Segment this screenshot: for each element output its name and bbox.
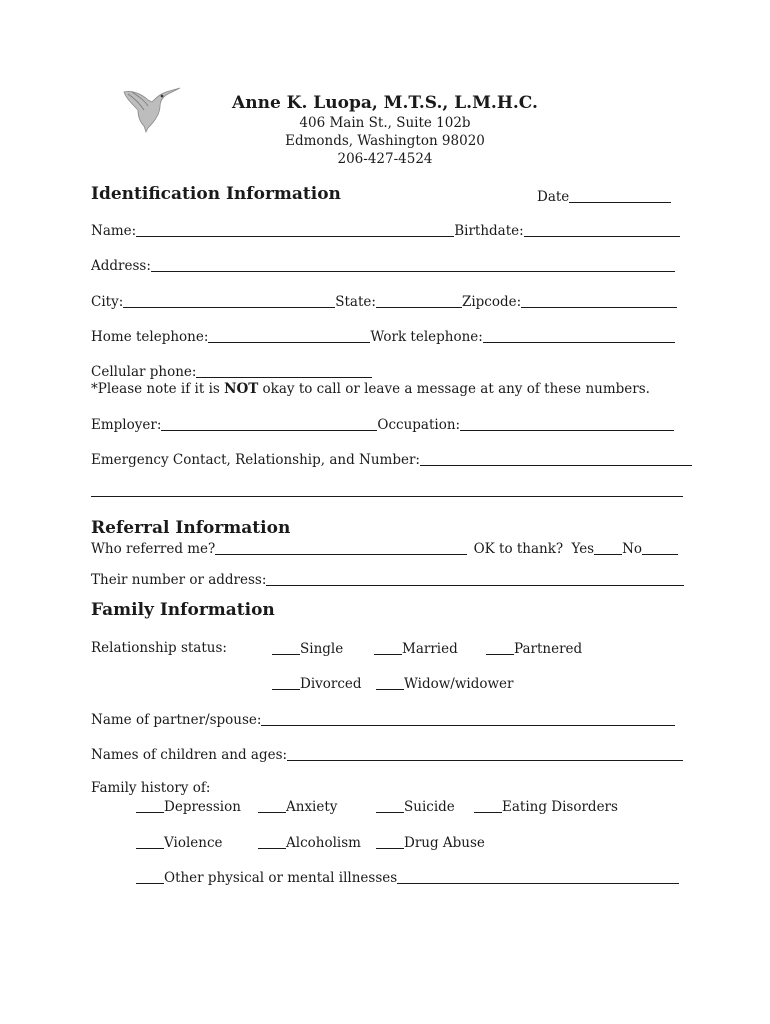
anxiety-line[interactable] (258, 798, 286, 813)
widow-label: Widow/widower (404, 676, 514, 692)
address-line-2: Edmonds, Washington 98020 (285, 133, 485, 149)
work-telephone-line[interactable] (483, 328, 675, 343)
work-telephone-label: Work telephone: (370, 329, 483, 345)
yes-label: Yes (571, 541, 595, 557)
who-referred-line[interactable] (215, 540, 467, 555)
children-label: Names of children and ages: (91, 747, 288, 763)
state-label: State: (335, 294, 376, 310)
telephone-row (91, 328, 675, 345)
message-note (91, 381, 650, 397)
city-line[interactable] (123, 293, 335, 308)
partnered-option[interactable] (486, 640, 582, 657)
married-option[interactable] (374, 640, 458, 657)
eating-disorders-line[interactable] (474, 798, 502, 813)
partner-name-label: Name of partner/spouse: (91, 712, 262, 728)
divorced-option[interactable] (272, 675, 362, 692)
partner-name-line[interactable] (261, 711, 675, 726)
divorced-label: Divorced (300, 676, 362, 692)
cell-phone-label: Cellular phone: (91, 364, 197, 380)
single-option[interactable] (272, 640, 343, 657)
phone-number: 206-427-4524 (337, 151, 433, 167)
partner-name-row (91, 711, 675, 728)
date-field[interactable] (537, 188, 671, 205)
children-row (91, 746, 683, 763)
zipcode-line[interactable] (521, 293, 677, 308)
relationship-status-label: Relationship status: (91, 640, 227, 656)
city-row (91, 293, 677, 310)
zipcode-label: Zipcode: (461, 294, 522, 310)
name-row (91, 222, 680, 239)
section-heading-identification: Identification Information (91, 184, 341, 204)
suicide-option[interactable] (376, 798, 455, 815)
their-row (91, 571, 684, 588)
address-line[interactable] (151, 257, 675, 272)
divorced-line[interactable] (272, 675, 300, 690)
married-label: Married (402, 641, 458, 657)
violence-option[interactable] (136, 834, 223, 851)
home-telephone-line[interactable] (208, 328, 370, 343)
emergency-contact-line-2[interactable] (91, 484, 683, 497)
address-row (91, 257, 675, 274)
married-line[interactable] (374, 640, 402, 655)
violence-line[interactable] (136, 834, 164, 849)
their-number-label: Their number or address: (91, 572, 267, 588)
home-telephone-label: Home telephone: (91, 329, 209, 345)
drug-abuse-line[interactable] (376, 834, 404, 849)
partnered-label: Partnered (514, 641, 583, 657)
birthdate-label: Birthdate: (454, 223, 524, 239)
ok-to-thank-label: OK to thank? (473, 541, 564, 557)
note-prefix: *Please note if it is (91, 381, 225, 397)
section-heading-referral: Referral Information (91, 518, 291, 538)
drug-abuse-option[interactable] (376, 834, 485, 851)
drug-abuse-label: Drug Abuse (404, 835, 485, 851)
state-line[interactable] (376, 293, 462, 308)
partnered-line[interactable] (486, 640, 514, 655)
suicide-label: Suicide (404, 799, 455, 815)
occupation-line[interactable] (460, 416, 674, 431)
alcoholism-label: Alcoholism (286, 835, 361, 851)
alcoholism-line[interactable] (258, 834, 286, 849)
note-suffix: okay to call or leave a message at any of these numbers. (258, 381, 650, 397)
referral-row (91, 540, 678, 557)
family-history-label: Family history of: (91, 780, 211, 796)
suicide-line[interactable] (376, 798, 404, 813)
practitioner-name: Anne K. Luopa, M.T.S., L.M.H.C. (232, 93, 538, 113)
single-label: Single (300, 641, 344, 657)
emergency-contact-line[interactable] (420, 451, 692, 466)
name-line[interactable] (136, 222, 454, 237)
depression-line[interactable] (136, 798, 164, 813)
name-label: Name: (91, 223, 137, 239)
occupation-label: Occupation: (377, 417, 461, 433)
employer-line[interactable] (161, 416, 377, 431)
anxiety-label: Anxiety (286, 799, 338, 815)
other-illnesses-label: Other physical or mental illnesses (164, 870, 398, 886)
cell-phone-line[interactable] (196, 363, 372, 378)
violence-label: Violence (164, 835, 223, 851)
date-label: Date (537, 189, 570, 205)
who-referred-label: Who referred me? (91, 541, 216, 557)
depression-label: Depression (164, 799, 241, 815)
children-line[interactable] (287, 746, 683, 761)
depression-option[interactable] (136, 798, 241, 815)
note-bold: NOT (224, 381, 259, 397)
date-line[interactable] (569, 188, 671, 203)
eating-disorders-label: Eating Disorders (502, 799, 618, 815)
cell-row (91, 363, 372, 380)
employer-row (91, 416, 674, 433)
section-heading-family: Family Information (91, 600, 275, 620)
other-illnesses-checkline[interactable] (136, 869, 164, 884)
no-line[interactable] (642, 540, 678, 555)
address-line-1: 406 Main St., Suite 102b (299, 115, 471, 131)
eating-disorders-option[interactable] (474, 798, 618, 815)
emergency-row (91, 451, 692, 468)
anxiety-option[interactable] (258, 798, 337, 815)
address-label: Address: (91, 258, 151, 274)
alcoholism-option[interactable] (258, 834, 361, 851)
emergency-contact-label: Emergency Contact, Relationship, and Number: (91, 452, 420, 468)
widow-line[interactable] (376, 675, 404, 690)
city-label: City: (91, 294, 124, 310)
birthdate-line[interactable] (524, 222, 680, 237)
other-illnesses-option[interactable] (136, 869, 679, 886)
their-number-line[interactable] (266, 571, 684, 586)
other-illnesses-line[interactable] (397, 869, 679, 884)
no-label: No (622, 541, 643, 557)
single-line[interactable] (272, 640, 300, 655)
widow-option[interactable] (376, 675, 513, 692)
yes-line[interactable] (594, 540, 622, 555)
employer-label: Employer: (91, 417, 162, 433)
